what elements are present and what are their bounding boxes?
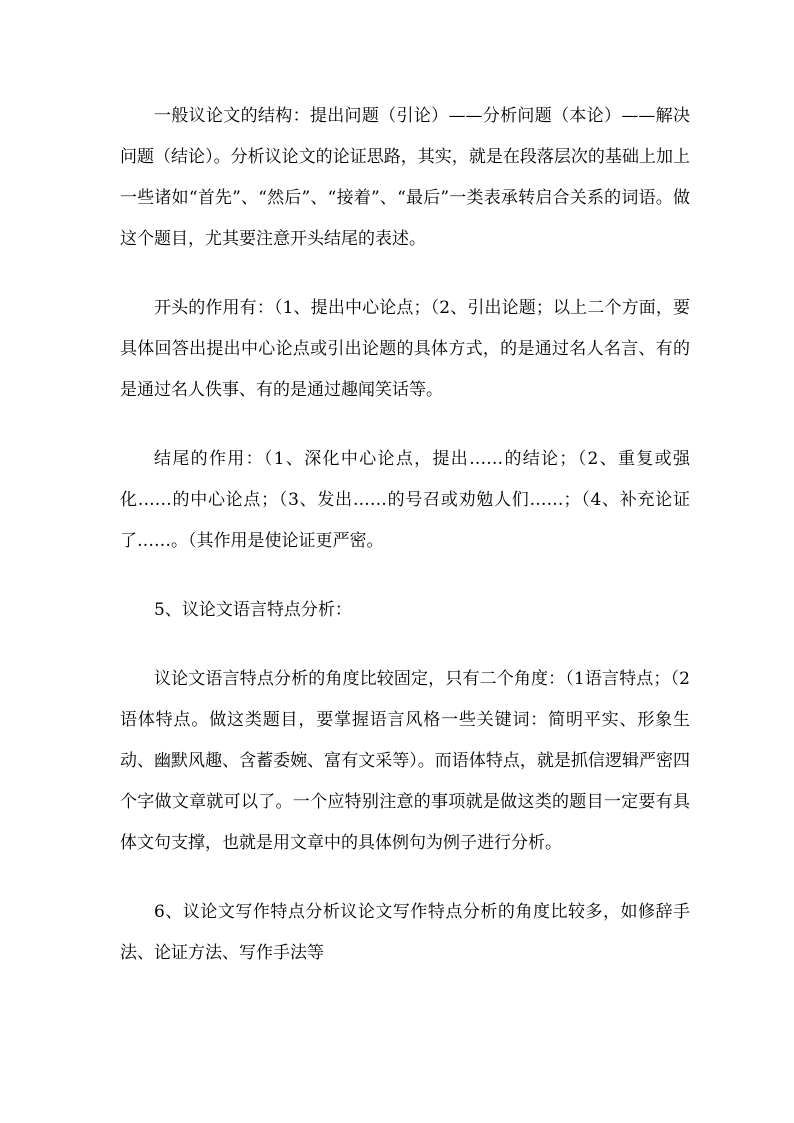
paragraph-ending-role: 结尾的作用：（1、深化中心论点，提出……的结论；（2、重复或强化……的中心论点；（3、发出……的号召或劝勉人们……；（4、补充论证了……。（其作用是使论证更严密。 [120, 449, 690, 551]
paragraph-language-features: 议论文语言特点分析的角度比较固定，只有二个角度：（1语言特点；（2语体特点。做这类题目，要掌握语言风格一些关键词：简明平实、形象生动、幽默风趣、含蓄委婉、富有文采等）。而语体特点，就是抓信逻辑严密四个字做文章就可以了。一个应特别注意的事项就是做这类的题目一定要有具体文句支撑，也就是用文章中的具体例句为例子进行分析。 [120, 669, 690, 853]
paragraph-opening-role: 开头的作用有：（1、提出中心论点；（2、引出论题；以上二个方面，要具体回答出提出中心论点或引出论题的具体方式，的是通过名人名言、有的是通过名人佚事、有的是通过趣闻笑话等。 [120, 298, 690, 400]
document-body [120, 96, 690, 974]
section-heading-language-analysis: 5、议论文语言特点分析： [154, 600, 352, 620]
paragraph-essay-structure: 一般议论文的结构：提出问题（引论）——分析问题（本论）——解决问题（结论）。分析议论文的论证思路，其实，就是在段落层次的基础上加上一些诸如“首先”、“然后”、“接着”、“最后”一类表承转启合关系的词语。做这个题目，尤其要注意开头结尾的表述。 [120, 106, 690, 249]
paragraph-writing-features: 6、议论文写作特点分析议论文写作特点分析的角度比较多，如修辞手法、论证方法、写作手法等 [120, 902, 690, 963]
